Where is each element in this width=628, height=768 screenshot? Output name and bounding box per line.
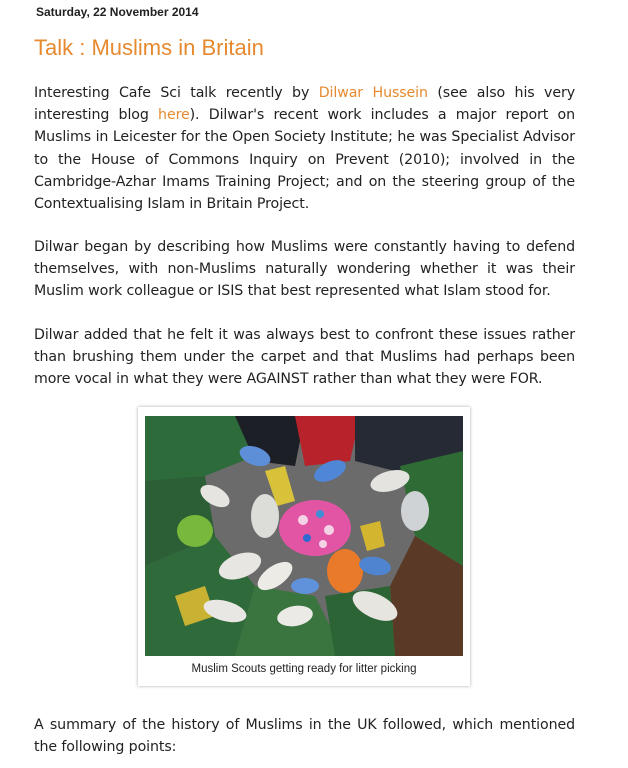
intro-text-middle: (see also his very interesting blog (34, 85, 575, 124)
blog-here-link[interactable]: here (158, 107, 190, 124)
post-title: Talk : Muslims in Britain (34, 35, 264, 60)
intro-text-end: ). Dilwar's recent work includes a major report on Muslims in Leicester for the Open Society Institute; he was Specialist Advisor to the House of Commons Inquiry on Prevent (2010); involved in the Cambridge-Azhar Imams Training Project; and on the steering group of the Contextualising Islam in Britain Project. (34, 107, 575, 213)
post-paragraph-summary: A summary of the history of Muslims in the UK followed, which mentioned the following points: (34, 717, 575, 756)
intro-text-start: Interesting Cafe Sci talk recently by (34, 85, 319, 101)
post-paragraph-confront: Dilwar added that he felt it was always best to confront these issues rather than brushing them under the carpet and that Muslims had perhaps been more vocal in what they were AGAINST rather than what they were FOR. (34, 327, 575, 388)
photo-figure (138, 407, 470, 686)
dilwar-hussein-link[interactable]: Dilwar Hussein (318, 85, 428, 101)
post-paragraph-intro (34, 82, 575, 215)
photo-caption: Muslim Scouts getting ready for litter picking (191, 663, 417, 675)
scouts-photo[interactable] (145, 416, 463, 656)
post-paragraph-defending: Dilwar began by describing how Muslims were constantly having to defend themselves, with non-Muslims naturally wondering whether it was their Muslim work colleague or ISIS that best represented what Islam stood for. (34, 239, 575, 300)
post-date-header: Saturday, 22 November 2014 (36, 5, 199, 19)
